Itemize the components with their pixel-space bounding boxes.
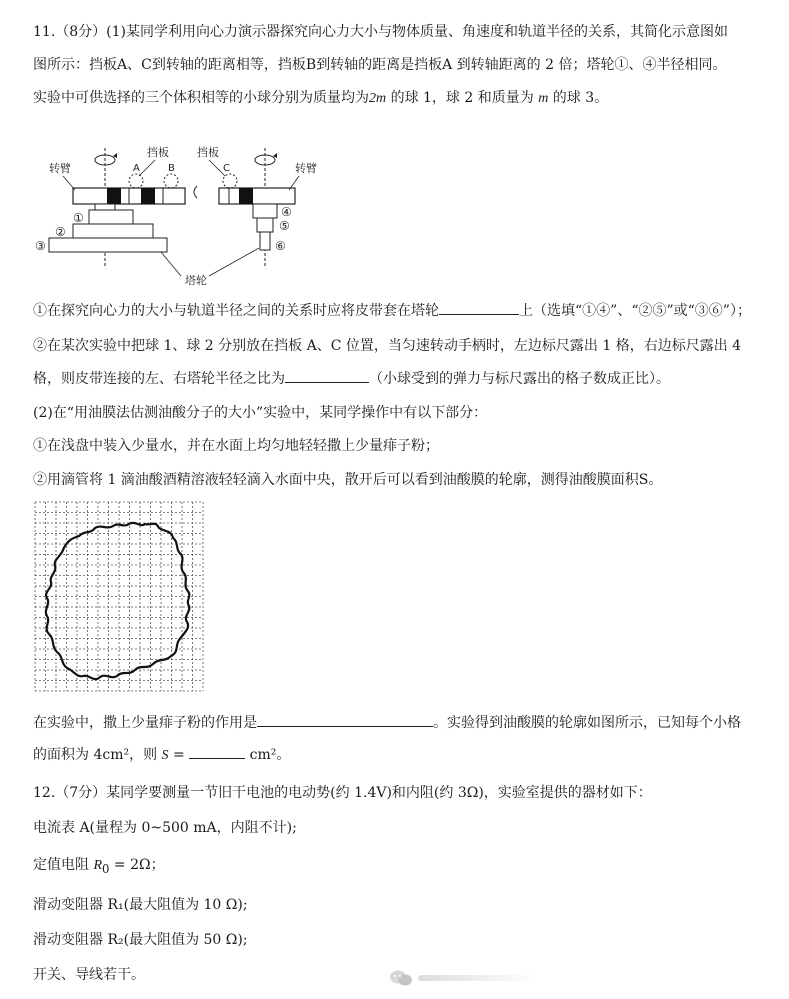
label-baffle-right: 挡板 [197,146,219,159]
tower-wheel-5 [257,218,273,232]
q11-sub2-line2: 格，则皮带连接的左、右塔轮半径之比为 （小球受到的弹力与标尺露出的格子数成正比）。 [33,368,670,389]
label-arm-left: 转臂 [49,162,71,175]
answer-blank-area[interactable] [189,744,245,759]
q11-part2: (2)在“用油膜法估测油酸分子的大小”实验中，某同学操作中有以下部分： [33,405,488,421]
tower-wheel-6 [260,232,270,250]
q12-item4: 滑动变阻器 R₂(最大阻值为 50 Ω); [33,932,248,948]
q11-line1: 11.（8分）(1)某同学利用向心力演示器探究向心力大小与物体质量、角速度和轨道半径的关系，其简化示意图如 [33,24,729,40]
answer-blank-ratio[interactable] [285,368,369,383]
arm-right [219,188,295,204]
label-arm-right: 转臂 [295,162,317,175]
q11-step2: ②用滴管将 1 滴油酸酒精溶液轻轻滴入水面中央，散开后可以看到油酸膜的轮廓，测得油酸膜面积S。 [33,472,663,488]
answer-blank-powder[interactable] [257,712,433,727]
q12-item3: 滑动变阻器 R₁(最大阻值为 10 Ω); [33,897,248,913]
tower-wheel-1 [89,210,133,224]
q11-step1: ①在浅盘中装入少量水，并在水面上均匀地轻轻撒上少量痱子粉； [33,438,439,454]
q11-question-line2: 的面积为 4cm²，则 S = cm²。 [33,744,290,766]
label-wheel-2: ② [55,225,66,239]
label-wheel-6: ⑥ [275,239,286,253]
q12-item1: 电流表 A(量程为 0~500 mA，内阻不计); [33,820,297,836]
label-B: B [168,163,175,174]
ball-position-C [223,174,237,188]
label-wheel-5: ⑤ [279,219,290,233]
ball-position-A [129,174,143,188]
ball-position-B [164,174,178,188]
label-A: A [133,163,140,174]
oil-film-grid-diagram [33,500,213,696]
q11-line2: 图所示：挡板A、C到转轴的距离相等，挡板B到转轴的距离是挡板A 到转轴距离的 2 倍；塔轮①、④半径相同。 [33,57,727,73]
tower-wheel-3 [49,238,167,252]
label-wheel-3: ③ [35,239,46,253]
q12-item2: 定值电阻 $R_0 = 2\Omega$； [33,857,165,876]
q11-question-line1: 在实验中，撒上少量痱子粉的作用是 。实验得到油酸膜的轮廓如图所示，已知每个小格 [33,712,741,733]
q11-sub2-line1: ②在某次实验中把球 1、球 2 分别放在挡板 A、C 位置，当匀速转动手柄时，左边标尺露出 1 格，右边标尺露出 4 [33,338,742,354]
q12-item5: 开关、导线若干。 [33,967,145,983]
label-wheel-1: ① [73,211,84,225]
label-wheel-4: ④ [281,205,292,219]
label-tower: 塔轮 [185,274,207,287]
tower-wheel-2 [73,224,153,238]
oil-film-outline [46,523,189,679]
watermark-bar [418,975,538,981]
q11-line3: 实验中可供选择的三个体积相等的小球分别为质量均为2m 的球 1，球 2 和质量为 m 的球 3。 [33,90,609,106]
centripetal-apparatus-diagram [33,138,333,293]
q11-sub1: ①在探究向心力的大小与轨道半径之间的关系时应将皮带套在塔轮 上（选填“①④”、“②⑤”或“③⑥”）； [33,300,751,321]
tower-wheel-4 [253,204,277,218]
wechat-icon [388,968,414,988]
label-C: C [223,163,230,174]
q12-line1: 12.（7分）某同学要测量一节旧干电池的电动势(约 1.4V)和内阻(约 3Ω)，实验室提供的器材如下： [33,785,652,801]
label-baffle-left: 挡板 [147,146,169,159]
answer-blank-wheel[interactable] [439,300,519,315]
